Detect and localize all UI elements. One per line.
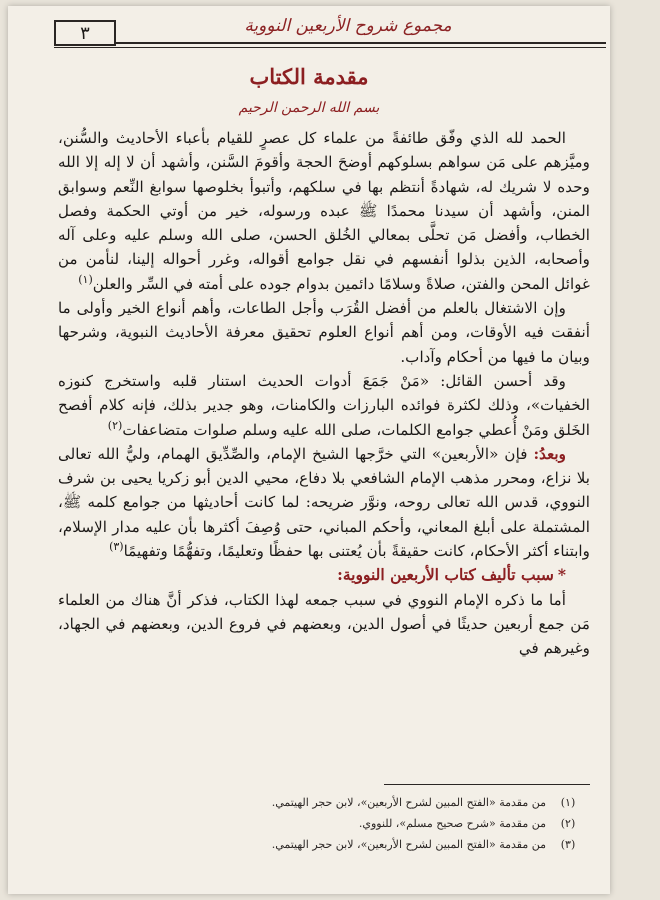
footnote-number: (١) [560, 796, 576, 809]
footnote [58, 834, 590, 855]
paragraph-lead: وبعدُ: [533, 444, 566, 463]
bullet-icon: * [557, 565, 566, 585]
paragraph: وقد أحسن القائل: «مَنْ جَمَعَ أدوات الحديث استنار قلبه واستخرج كنوزه الخفيات»، وذلك لكثرة فوائده البارزات والكامنات، وهو جدير بذلك، فإنه كلام أفصح الخَلق ومَنْ أُعطي جوامع الكلمات، صلى الله عليه وسلم صلوات متضاعفات$^{(٢)}$ [58, 371, 590, 439]
header-rule-thin [54, 47, 606, 48]
footnote-number: (٣) [560, 838, 576, 851]
footnote [58, 813, 590, 834]
paragraph: وبعدُ: فإن «الأربعين» التي خرَّجها الشيخ الإمام، والصِّدِّيق الهمام، وليُّ الله تعالى بلا نزاع، ومحرر مذهب الإمام الشافعي بلا دفاع، محيي الدين أبو زكريا يحيى بن شرف النووي، قدس الله تعالى روحه، ونوَّر ضريحه: لما كانت أحاديثها من جوامع كلمه ﷺ، المشتملة على أبلغ المعاني، وأحكم المباني، حتى وُصِفَ أكثرها بأن عليه مدار الإسلام، وابتناء أكثر الأحكام، كانت حقيقةً بأن يُعتنى بها حفظًا وتعليمًا، وتفهُّمًا وتفهيمًا$^{(٣)}$ [58, 444, 590, 561]
section-title: مقدمة الكتاب [249, 64, 369, 89]
book-page [8, 6, 610, 894]
basmala: بسم الله الرحمن الرحيم [238, 100, 380, 116]
header-rule [116, 42, 606, 44]
main-text [58, 126, 590, 661]
footnote [58, 792, 590, 813]
paragraph: وإن الاشتغال بالعلم من أفضل القُرَب وأجل الطاعات، وأهم أنواع الخير وأولى ما أنفقت فيه الأوقات، ومن أهم أنواع العلوم تحقيق معرفة الأحاديث النبوية، وشرحها وبيان ما فيها من أحكام وآداب. [58, 299, 590, 366]
footnote-text: من مقدمة «شرح صحيح مسلم»، للنووي. [358, 817, 546, 830]
footnote-text: من مقدمة «الفتح المبين لشرح الأربعين»، لابن حجر الهيتمي. [271, 838, 546, 851]
page-header [8, 6, 610, 50]
footnote-divider [384, 784, 590, 785]
footnote-ref[interactable]: (٢) [107, 418, 123, 432]
page-number: ٣ [54, 20, 116, 46]
paragraph: أما ما ذكره الإمام النووي في سبب جمعه لهذا الكتاب، فذكر أنَّ هناك من العلماء مَن جمع أربعين حديثًا في أصول الدين، وبعضهم في فروع الدين، وبعضهم في الجهاد، وغيرهم في [58, 590, 590, 658]
subheading: *سبب تأليف كتاب الأربعين النووية: [337, 565, 566, 585]
running-title: مجموع شروح الأربعين النووية [244, 16, 452, 36]
footnote-number: (٢) [560, 817, 576, 830]
footnote-ref[interactable]: (٣) [109, 539, 124, 553]
footnote-ref[interactable]: (١) [78, 272, 93, 286]
footnotes [58, 792, 590, 855]
paragraph: الحمد لله الذي وفّق طائفةً من علماء كل عصرٍ للقيام بأعباء الأحاديث والسُّنن، وميَّزهم على مَن سواهم بسلوكهم أوضحَ الحجة وأقومَ السَّنن، وأشهد أن لا إله إلا الله وحده لا شريك له، شهادةً أنتظم بها في سلكهم، وأتبوأ بخلوصها سوابغ النِّعم وسوابق المنن، وأشهد أن سيدنا محمدًا ﷺ عبده ورسوله، خير من أوتي الحكمة وفصل الخطاب، وأفضل مَن تحلَّى بمعالي الخُلق الحسن، صلى الله وسلم عليه وعلى آله وأصحابه، الذين بذلوا أنفسهم في نقل جوامع أقواله، وغرر أحواله إلينا، لنأمن من غوائل المحن والفتن، صلاةً وسلامًا دائمين بدوام جوده على أمته في السِّر والعلن$^{(١)}$ [58, 129, 590, 293]
footnote-text: من مقدمة «الفتح المبين لشرح الأربعين»، لابن حجر الهيتمي. [271, 796, 546, 809]
